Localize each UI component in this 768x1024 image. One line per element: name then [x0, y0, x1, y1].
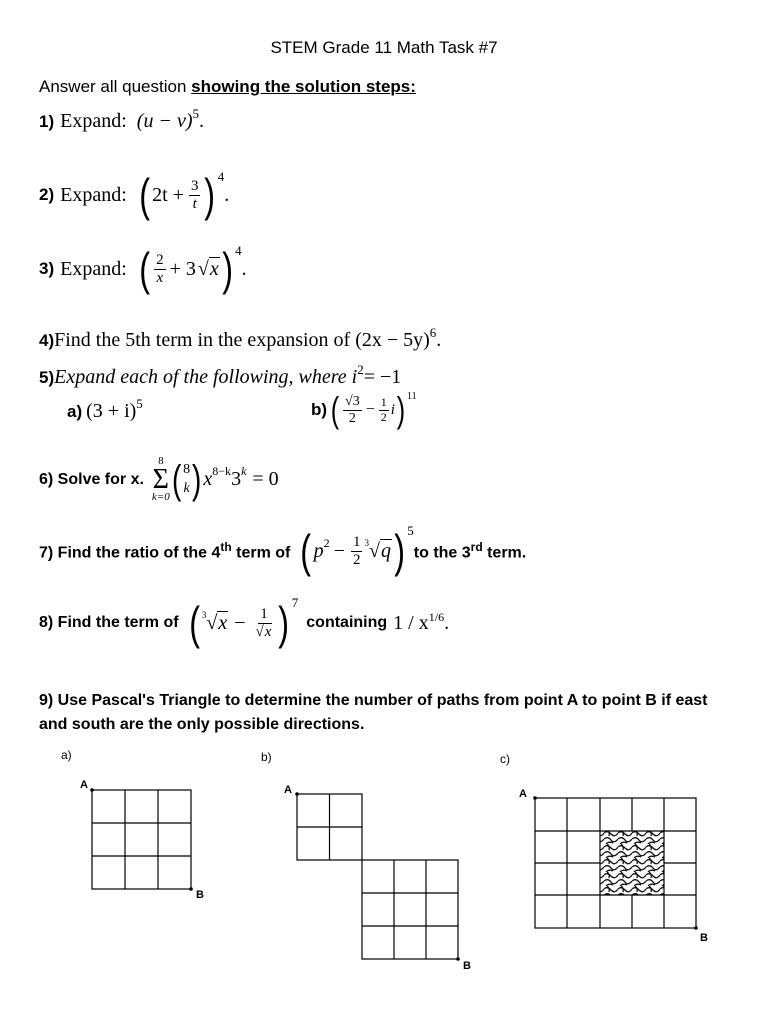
- page-title: STEM Grade 11 Math Task #7: [270, 38, 498, 57]
- grid-c-start-label: A: [519, 788, 527, 800]
- q6-x: x: [203, 468, 213, 491]
- q3-end: .: [241, 257, 247, 280]
- q7-post-end: term.: [482, 544, 527, 562]
- q7-post: to the 3: [413, 544, 471, 562]
- q3-open-paren: (: [139, 243, 150, 295]
- q7-exponent: 5: [407, 523, 414, 538]
- q6-rhs: = 0: [252, 468, 279, 491]
- grid-a-start-point: [90, 788, 94, 792]
- grid-c: [520, 788, 705, 938]
- question-5: [39, 361, 402, 389]
- grid-b-end-label: B: [463, 960, 471, 972]
- q5a-exponent: 5: [136, 395, 143, 411]
- q6-sum-top: 8: [158, 455, 164, 467]
- q5b-close-paren: ): [396, 389, 406, 430]
- instructions-prefix: Answer all question: [39, 77, 192, 96]
- question-2: [39, 169, 230, 221]
- grid-c-start-point: [533, 796, 537, 800]
- q1-exponent: 5: [192, 105, 199, 121]
- grid-c-end-label: B: [700, 932, 708, 944]
- grid-c-blocked-region: [600, 831, 664, 895]
- q6-binom-open: (: [171, 457, 182, 502]
- q3-close-paren: ): [222, 243, 233, 295]
- q5-number: 5): [39, 367, 55, 387]
- grid-a-start-label: A: [80, 779, 88, 791]
- q1-verb: Expand:: [60, 110, 127, 132]
- question-9-text: 9) Use Pascal's Triangle to determine the number of paths from point A to point B if east and south are the only possible directions.: [39, 692, 708, 733]
- q2-end: .: [224, 183, 230, 206]
- q6-sum-bottom: k=0: [151, 491, 170, 504]
- q8-root-sign-2: √: [255, 623, 264, 640]
- q5b-frac2-num: 1: [380, 395, 387, 410]
- q2-open-paren: (: [139, 169, 150, 221]
- q7-close-paren: ): [394, 525, 405, 577]
- q8-radicand-2: x: [264, 623, 272, 640]
- q8-target-exponent: 1/6: [428, 609, 445, 624]
- q8-root-index: 3: [201, 610, 207, 620]
- grid-b: [285, 785, 465, 965]
- q7-pre-sup: th: [220, 539, 232, 554]
- q8-target-base: 1 / x: [393, 611, 429, 634]
- grid-b-end-point: [456, 957, 460, 961]
- q2-frac-den: t: [192, 195, 197, 212]
- q5b-minus: −: [365, 401, 375, 418]
- q6-summation: [152, 456, 170, 503]
- q6-sigma: Σ: [152, 464, 169, 495]
- q5-equals: = −1: [363, 366, 402, 388]
- q7-suffix: [414, 540, 526, 562]
- question-3: [39, 243, 247, 295]
- q6-binom-top: 8: [183, 462, 191, 478]
- q3-number: 3): [39, 259, 55, 278]
- q6-x-exponent: 8−k: [212, 464, 232, 479]
- q7-radicand: q: [380, 540, 391, 562]
- q5b-frac1-den: 2: [348, 410, 356, 426]
- q6-binom-close: ): [192, 457, 202, 502]
- q7-minus: −: [333, 539, 345, 562]
- q5b-frac2-den: 2: [380, 409, 387, 424]
- question-1: [39, 105, 204, 133]
- question-8: [39, 595, 450, 649]
- q4-exponent: 6: [429, 324, 437, 340]
- question-5b: [311, 389, 417, 430]
- q7-post-sup: rd: [470, 539, 483, 554]
- q4-end: .: [436, 329, 442, 351]
- q6-binom-bottom: k: [183, 480, 190, 496]
- q5b-open-paren: (: [330, 389, 340, 430]
- q8-open-paren: (: [188, 597, 200, 649]
- q7-pre-post: term of: [231, 544, 291, 562]
- q8-fraction: [254, 606, 275, 640]
- q8-frac-num: 1: [260, 606, 268, 622]
- q2-frac-num: 3: [190, 178, 199, 194]
- q4-text: Find the 5th term in the expansion of (2x − 5y): [54, 329, 430, 351]
- q6-binomial: [183, 461, 190, 497]
- q7-open-paren: (: [300, 525, 312, 577]
- q2-term: 2t +: [152, 183, 184, 206]
- q5b-fraction-2: [379, 396, 389, 423]
- q7-root-sign: √: [368, 539, 380, 562]
- q7-prefix: [39, 540, 290, 562]
- q3-frac-num: 2: [156, 252, 164, 268]
- q3-fraction: [154, 252, 166, 286]
- grid-a-label: a): [61, 748, 72, 762]
- question-7: [39, 523, 527, 577]
- q3-root-sign: √: [197, 257, 209, 280]
- q8-radicand-1: x: [218, 612, 228, 634]
- q8-prefix: 8) Find the term of: [39, 614, 179, 631]
- q8-end: .: [444, 611, 450, 634]
- q8-target: [393, 609, 450, 635]
- question-4: [39, 324, 442, 352]
- q7-p: p: [313, 539, 324, 562]
- q5b-i: i: [390, 401, 395, 418]
- grid-b-start-point: [295, 792, 299, 796]
- q5b-fraction-1: [343, 394, 362, 426]
- grid-a-end-label: B: [196, 889, 204, 901]
- grid-a: [80, 780, 210, 905]
- instructions: [39, 77, 416, 97]
- q8-close-paren: ): [278, 597, 290, 649]
- q7-root-index: 3: [364, 538, 369, 548]
- q8-mid: containing: [306, 614, 388, 631]
- q3-radicand: x: [209, 258, 219, 280]
- q3-frac-den: x: [156, 269, 164, 286]
- q4-number: 4): [39, 330, 55, 350]
- q1-expression: (u − v): [136, 110, 193, 132]
- grid-c-label: c): [500, 752, 510, 766]
- q3-plus: + 3: [169, 257, 196, 280]
- q5-i-exponent: 2: [357, 361, 364, 377]
- q5-text: Expand each of the following, where i: [54, 366, 358, 388]
- q5b-label: b): [311, 400, 328, 419]
- q5b-exponent: 11: [406, 390, 417, 402]
- q8-frac-den: [254, 624, 275, 641]
- instructions-emphasis: showing the solution steps:: [191, 77, 416, 96]
- q5a-label: a): [67, 401, 83, 421]
- q7-frac-num: 1: [352, 534, 361, 550]
- question-6: [39, 456, 279, 503]
- q2-exponent: 4: [217, 169, 225, 184]
- q1-end: .: [198, 110, 204, 132]
- q3-verb: Expand:: [60, 257, 127, 280]
- q7-pre: 7) Find the ratio of the 4: [39, 544, 221, 562]
- grid-c-end-point: [694, 926, 698, 930]
- q2-fraction: [189, 178, 201, 212]
- grid-b-start-label: A: [284, 784, 292, 796]
- q6-k-exponent: k: [241, 464, 247, 479]
- q8-minus: −: [234, 611, 246, 634]
- q1-number: 1): [39, 111, 55, 131]
- grid-a-end-point: [189, 887, 193, 891]
- question-5a: [67, 395, 143, 423]
- q7-frac-den: 2: [352, 551, 361, 568]
- q2-close-paren: ): [204, 169, 216, 221]
- q8-root-sign-1: √: [206, 611, 218, 634]
- q5a-expression: (3 + i): [86, 400, 137, 422]
- q7-fraction: [351, 534, 363, 568]
- grid-b-label: b): [261, 750, 272, 764]
- q8-exponent: 7: [291, 595, 299, 610]
- q2-number: 2): [39, 185, 55, 204]
- q6-label: 6) Solve for x.: [39, 470, 144, 488]
- q6-three: 3: [231, 468, 242, 491]
- q5b-frac1-num: √3: [345, 394, 360, 410]
- q2-verb: Expand:: [60, 183, 127, 206]
- q3-exponent: 4: [235, 243, 242, 258]
- q7-p-exponent: 2: [323, 535, 330, 550]
